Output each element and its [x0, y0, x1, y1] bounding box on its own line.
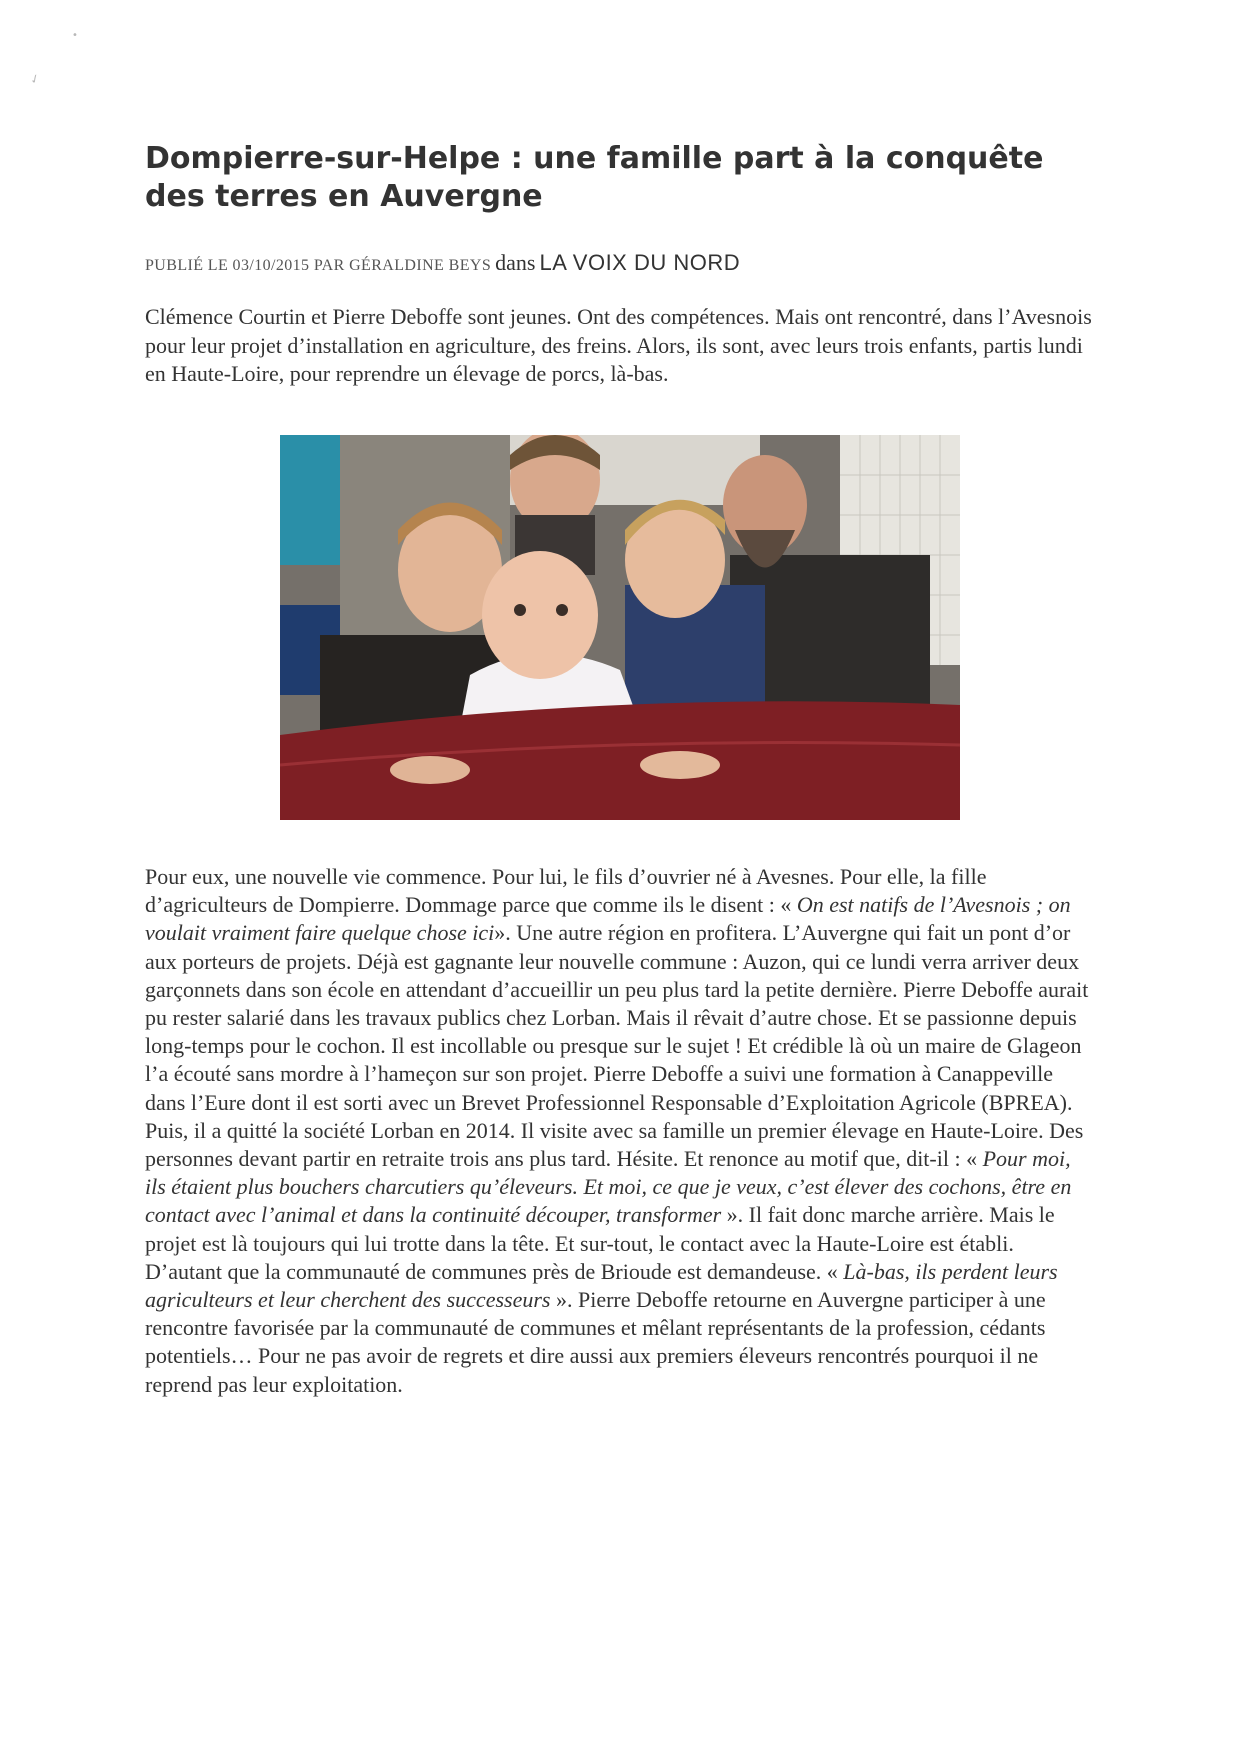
- body-segment: ». Pierre Deboffe retourne en Auvergne participer à une rencontre favorisée par la communauté de communes et mêlant représentants de la profession, cédants potentiels… Pour ne pas avoir de regrets et dire aussi aux premiers éleveurs rencontrés pourquoi il ne reprend pas leur exploitation.: [145, 1287, 1046, 1397]
- body-quote: Pour moi, ils étaient plus bouchers charcutiers qu’éleveurs. Et moi, ce que je veux, c’est élever des cochons, être en contact avec l’animal et dans la continuité découper, transformer: [145, 1146, 1072, 1228]
- byline-published: PUBLIÉ LE 03/10/2015 PAR GÉRALDINE BEYS: [145, 257, 492, 274]
- scan-speck: •: [72, 30, 78, 41]
- family-photo-illustration: [280, 435, 960, 820]
- body-segment: ». Une autre région en profitera. L’Auvergne qui fait un pont d’or aux porteurs de projets. Déjà est gagnante leur nouvelle commune : Auzon, qui ce lundi verra arriver deux garçonnets dans son école en attendant d’accueillir un peu plus tard la petite dernière. Pierre Deboffe aurait pu rester salarié dans les travaux publics chez Lorban. Mais il rêvait d’autre chose. Et se passionne depuis long-temps pour le cochon. Il est incollable ou presque sur le sujet ! Et crédible là où un maire de Glageon l’a écouté sans mordre à l’hameçon sur son projet. Pierre Deboffe a suivi une formation à Canappeville dans l’Eure dont il est sorti avec un Brevet Professionnel Responsable d’Exploitation Agricole (BPREA). Puis, il a quitté la société Lorban en 2014. Il visite avec sa famille un premier élevage en Haute-Loire. Des personnes devant partir en retraite trois ans plus tard. Hésite. Et renonce au motif que, dit-il : «: [145, 920, 1089, 1172]
- family-photo: [280, 435, 960, 820]
- article-body: [145, 863, 1095, 1399]
- body-segment: Pour eux, une nouvelle vie commence. Pour lui, le fils d’ouvrier né à Avesnes. Pour elle, la fille d’agriculteurs de Dompierre. Dommage parce que comme ils le disent : «: [145, 864, 987, 918]
- scan-tick-mark: ✓: [27, 70, 43, 88]
- article-title: Dompierre-sur-Helpe : une famille part à la conquête des terres en Auvergne: [145, 141, 1044, 214]
- article-intro: Clémence Courtin et Pierre Deboffe sont jeunes. Ont des compétences. Mais ont rencontré, dans l’Avesnois pour leur projet d’installation en agriculture, des freins. Alors, ils sont, avec leurs trois enfants, partis lundi en Haute-Loire, pour reprendre un élevage de porcs, là-bas.: [145, 304, 1092, 386]
- byline-source: LA VOIX DU NORD: [539, 250, 741, 275]
- byline-connector: dans: [495, 250, 536, 275]
- body-segment: ». Il fait donc marche arrière. Mais le projet est là toujours qui lui trotte dans la tête. Et sur-tout, le contact avec la Haute-Loire est établi. D’autant que la communauté de communes près de Brioude est demandeuse. «: [145, 1202, 1055, 1284]
- body-quote: On est natifs de l’Avesnois ; on voulait vraiment faire quelque chose ici: [145, 892, 1071, 946]
- body-quote: Là-bas, ils perdent leurs agriculteurs et leur cherchent des successeurs: [145, 1258, 1058, 1313]
- article-byline: [145, 250, 1105, 276]
